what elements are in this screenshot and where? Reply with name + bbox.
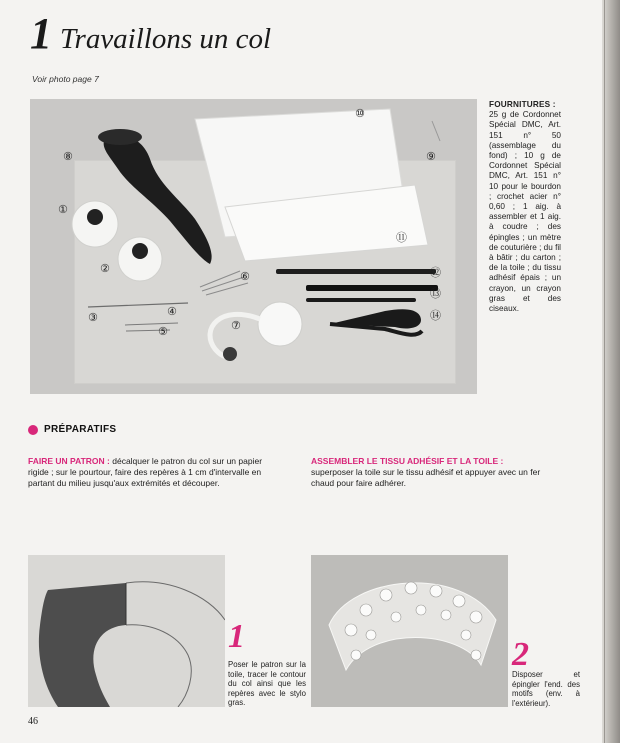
title-text: Travaillons un col — [60, 23, 272, 55]
step-title: FAIRE UN PATRON : — [28, 456, 110, 466]
step-body: décalquer le patron du col sur un papier rigide ; sur le pourtour, faire des repères à 1 cm d'intervalle en partant du milieu jusqu'aux extrémités et découper. — [28, 456, 263, 489]
marker-9: ⑨ — [426, 150, 436, 163]
marker-2: ② — [100, 262, 110, 275]
marker-14: ⑭ — [430, 309, 441, 322]
grease-pencil — [306, 298, 416, 302]
photo-reference: Voir photo page 7 — [32, 74, 99, 84]
step-assemble-fabric — [311, 456, 547, 490]
pencil — [276, 269, 436, 274]
bullet-dot-icon — [28, 425, 38, 435]
marker-5: ⑤ — [158, 325, 168, 338]
marker-6: ⑥ — [240, 270, 250, 283]
marker-12: ⑫ — [430, 266, 441, 279]
marker-8: ⑧ — [63, 150, 73, 163]
tape-measure — [258, 302, 302, 346]
figure-1-number: 1 — [228, 618, 245, 655]
page-title — [30, 9, 272, 60]
marker-3: ③ — [88, 311, 98, 324]
figure-2-caption: Disposer et épingler l'end. des motifs (env. à l'extérieur). — [512, 670, 580, 708]
step-body: superposer la toile sur le tissu adhésif et appuyer avec un fer chaud pour faire adhérer. — [311, 467, 541, 489]
supplies-heading: FOURNITURES : — [489, 100, 556, 109]
figure-2-number: 2 — [512, 636, 529, 673]
marker-pen — [306, 285, 438, 291]
marker-7: ⑦ — [231, 319, 241, 332]
lace-collar-illustration — [311, 555, 508, 707]
section-heading-label: PRÉPARATIFS — [44, 424, 117, 435]
collar-pattern-illustration — [28, 555, 225, 707]
supplies-photo — [30, 99, 477, 394]
step-title: ASSEMBLER LE TISSU ADHÉSIF ET LA TOILE : — [311, 456, 504, 466]
page-number: 46 — [28, 716, 38, 727]
marker-10: ⑩ — [355, 107, 365, 120]
marker-4: ④ — [167, 305, 177, 318]
chapter-number: 1 — [30, 9, 52, 58]
figure-1-photo — [28, 555, 225, 707]
marker-1: ① — [58, 203, 68, 216]
supplies-body: 25 g de Cordonnet Spécial DMC, Art. 151 n° 50 (assemblage du fond) ; 10 g de Cordonnet Spécial DMC, Art. 151 n° 10 pour le bourdon ; crochet acier n° 0,60 ; 1 aig. à assembler et 1 aig. à coudre ; des épingles ; un mètre de couturière ; du fil à bâtir ; du carton ; de la toile ; du tissu adhésif épais ; un crayon, un crayon gras et des ciseaux. — [489, 110, 561, 314]
figure-1-caption: Poser le patron sur la toile, tracer le contour du col ainsi que les repères avec le stylo gras. — [228, 660, 306, 708]
dark-thread-skein — [104, 136, 212, 264]
figure-2-photo — [311, 555, 508, 707]
supplies-list — [489, 100, 561, 314]
section-heading — [28, 424, 116, 435]
page-spine — [602, 0, 620, 743]
supplies-illustration — [30, 99, 477, 394]
marker-13: ⑬ — [430, 287, 441, 300]
marker-11: ⑪ — [396, 231, 407, 244]
step-make-pattern — [28, 456, 266, 490]
